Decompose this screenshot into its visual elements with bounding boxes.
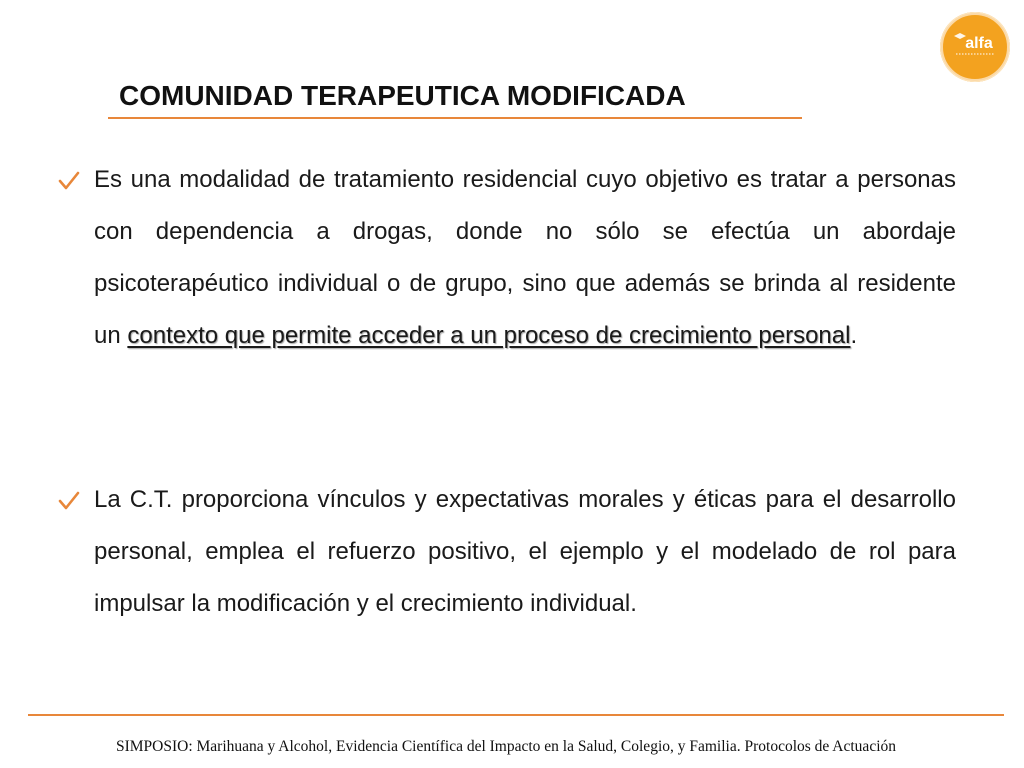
checkmark-icon (58, 490, 80, 512)
bullet-item-2 (58, 486, 956, 626)
bullet-1-emphasis: contexto que permite acceder a un proceso de crecimiento personal (127, 322, 851, 349)
footer-caption: SIMPOSIO: Marihuana y Alcohol, Evidencia Científica del Impacto en la Salud, Colegio, y Familia. Protocolos de Actuación (115, 738, 897, 755)
bullet-item-1 (58, 166, 956, 406)
alfa-logo-icon (940, 12, 1010, 82)
slide-title: COMUNIDAD TERAPEUTICA MODIFICADA (119, 80, 686, 111)
checkmark-icon (58, 170, 80, 192)
bullet-1-text-before: Es una modalidad de tratamiento residencial cuyo objetivo es tratar a personas con dependencia a drogas, donde no sólo se efectúa un abordaje psicoterapéutico individual o de grupo, sino que además se brinda al residente un (94, 166, 956, 349)
logo-text: alfa (965, 35, 993, 52)
bullet-1-text-after: . (850, 322, 858, 349)
alfa-logo (940, 12, 1010, 82)
bullet-text-2: La C.T. proporciona vínculos y expectativas morales y éticas para el desarrollo personal, emplea el refuerzo positivo, el ejemplo y el modelado de rol para impulsar la modificación y el crecimiento individual. (94, 486, 956, 617)
title-underline-rule (108, 117, 802, 119)
footer-rule (28, 714, 1004, 716)
bullet-text-1 (94, 154, 956, 362)
